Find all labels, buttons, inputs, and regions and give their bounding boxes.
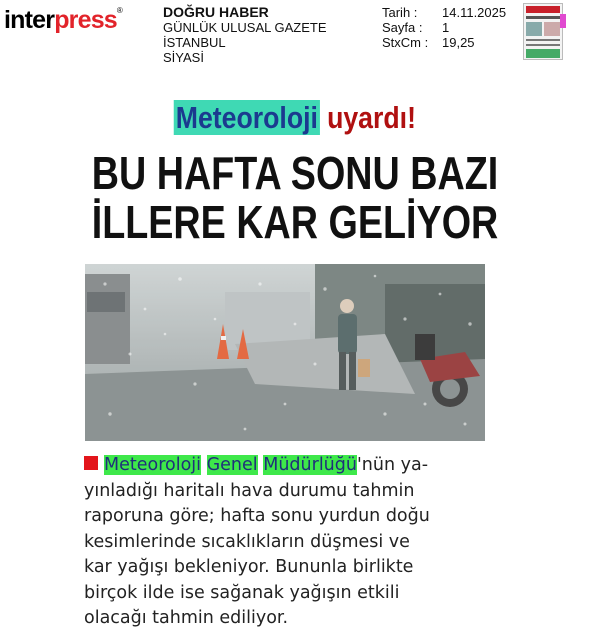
stxcm-row	[382, 35, 506, 50]
stxcm-label: StxCm :	[382, 35, 429, 50]
logo-text: interpress	[4, 6, 117, 34]
registered-mark-icon: ®	[116, 6, 123, 15]
publication-type: GÜNLÜK ULUSAL GAZETE	[163, 20, 327, 35]
clipping-meta	[382, 5, 506, 50]
date-label: Tarih :	[382, 5, 418, 20]
interpress-logo	[4, 6, 122, 35]
stxcm-value: 19,25	[442, 35, 475, 50]
kicker-highlight: Meteoroloji	[175, 100, 318, 135]
newspaper-page-thumbnail-icon[interactable]	[523, 3, 563, 60]
body-line-5: kar yağışı bekleniyor. Bununla birlikte	[84, 557, 414, 577]
body-highlight-3: Müdürlüğü	[263, 455, 357, 475]
date-row	[382, 5, 506, 20]
body-highlight-2: Genel	[206, 455, 258, 475]
headline-line-1: BU HAFTA SONU BAZI	[91, 147, 499, 199]
page-label: Sayfa :	[382, 20, 423, 35]
body-line-2: yınladığı haritalı hava durumu tahmin	[84, 480, 415, 501]
date-value: 14.11.2025	[442, 5, 507, 20]
red-square-bullet-icon	[84, 456, 98, 470]
city: İSTANBUL	[163, 35, 226, 50]
source-name: DOĞRU HABER	[163, 4, 269, 20]
publication-info	[163, 5, 327, 65]
page-row	[382, 20, 506, 35]
body-line-4: kesimlerinde sıcaklıkların düşmesi ve	[84, 531, 410, 552]
body-line-1	[84, 453, 504, 479]
body-line-1-rest: 'nün ya-	[356, 455, 429, 475]
thumbnail-marker-icon	[560, 14, 566, 28]
article-photo	[85, 264, 485, 441]
body-highlight-1: Meteoroloji	[104, 455, 202, 475]
body-line-3: raporuna göre; hafta sonu yurdun doğu	[84, 506, 430, 526]
headline-line-2: İLLERE KAR GELİYOR	[91, 196, 499, 248]
page-value: 1	[442, 20, 450, 35]
body-line-6: birçok ilde ise sağanak yağışın etkili	[84, 582, 400, 603]
kicker-text: uyardı!	[327, 100, 416, 135]
article-kicker	[41, 100, 548, 136]
body-line-7: olacağı tahmin ediliyor.	[84, 608, 289, 628]
article-body	[84, 453, 504, 632]
section: SİYASİ	[163, 50, 204, 65]
